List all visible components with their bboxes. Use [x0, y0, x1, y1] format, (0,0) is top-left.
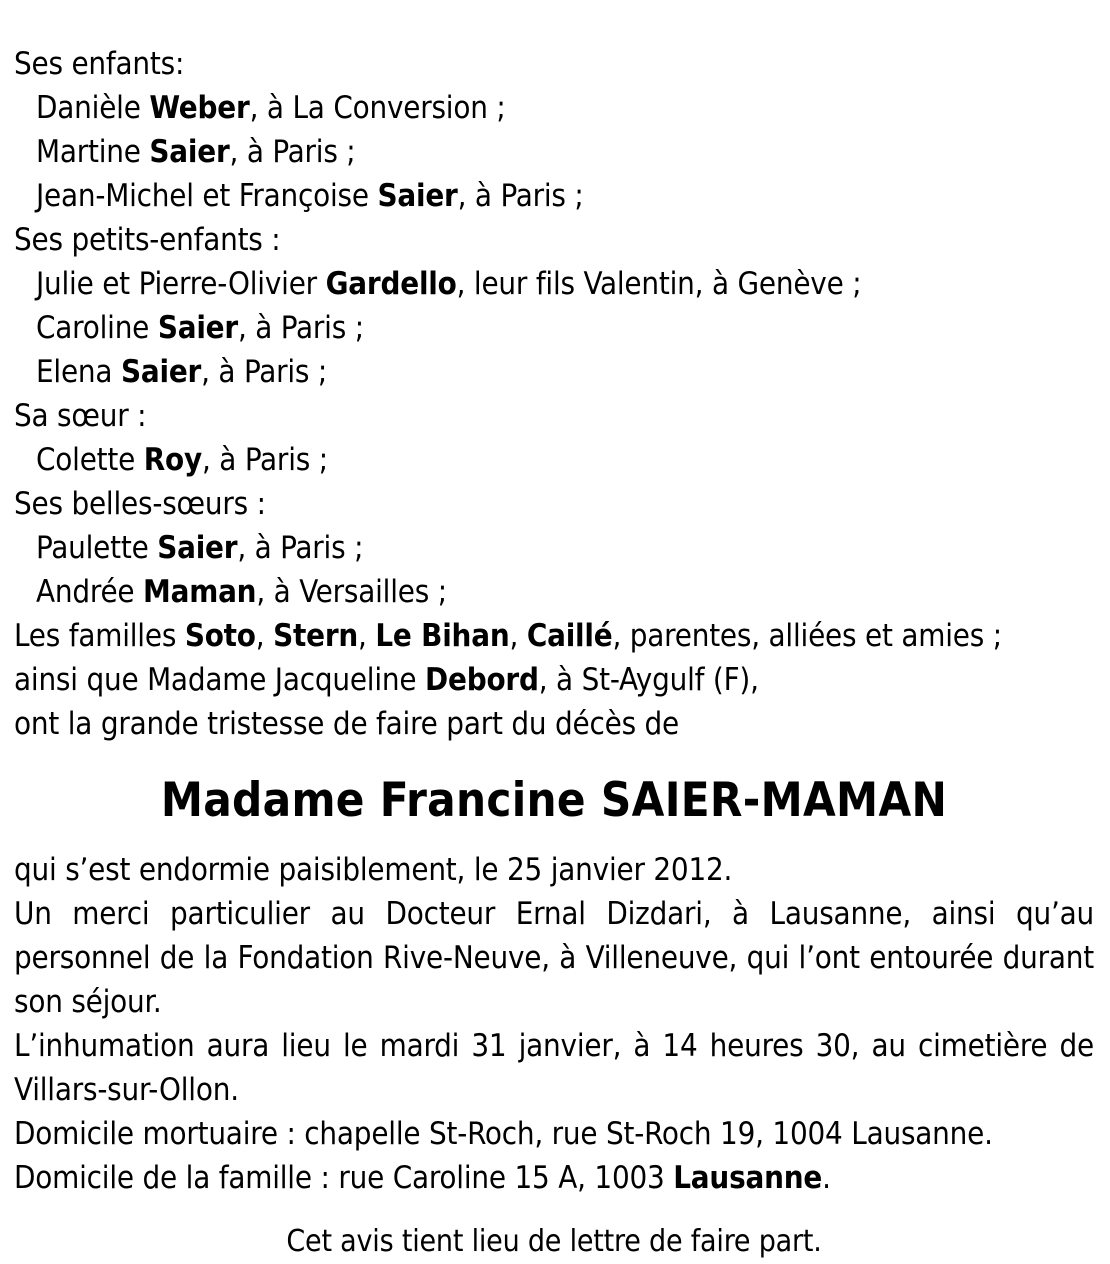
thanks-paragraph: Un merci particulier au Docteur Ernal Dizdari, à Lausanne, ainsi qu’au personnel de la Fondation Rive-Neuve, à Villeneuve, qui l’ont entourée durant son séjour. [14, 896, 1094, 1020]
sister-surname: Roy [143, 442, 202, 478]
family-surname: Soto [184, 618, 256, 654]
sister-in-law-name-prefix: Andrée [36, 574, 144, 610]
grandchild-entry [14, 350, 1094, 394]
sister-location: , à Paris ; [201, 442, 328, 478]
deceased-name: Madame Francine SAIER-MAMAN [160, 773, 948, 828]
child-location: , à La Conversion ; [249, 90, 506, 126]
family-surname: Le Bihan [375, 618, 510, 654]
family-surname: Caillé [526, 618, 613, 654]
sister-in-law-entry [14, 526, 1094, 570]
grandchild-surname: Saier [120, 354, 202, 390]
families-separator: , [358, 618, 376, 654]
children-heading: Ses enfants: [14, 46, 185, 82]
grandchild-name-prefix: Elena [36, 354, 121, 390]
grandchild-surname: Gardello [325, 266, 457, 302]
child-surname: Saier [377, 178, 458, 214]
child-location: , à Paris ; [457, 178, 584, 214]
family-address-suffix: . [822, 1160, 831, 1196]
sister-in-law-location: , à Paris ; [237, 530, 364, 566]
grandchild-entry [14, 262, 1094, 306]
closing-note: Cet avis tient lieu de lettre de faire part. [286, 1224, 822, 1259]
sister-heading: Sa sœur : [14, 398, 147, 434]
additional-mourner-line [14, 658, 1094, 702]
sister-in-law-surname: Maman [143, 574, 257, 610]
grandchild-location: , leur fils Valentin, à Genève ; [456, 266, 862, 302]
child-name-prefix: Jean-Michel et Françoise [36, 178, 378, 214]
family-address-prefix: Domicile de la famille : rue Caroline 15 A, 1003 [14, 1160, 674, 1196]
announcement-line: ont la grande tristesse de faire part du décès de [14, 706, 680, 742]
child-location: , à Paris ; [229, 134, 356, 170]
additional-mourner-location: , à St-Aygulf (F), [538, 662, 759, 698]
families-suffix: , parentes, alliées et amies ; [612, 618, 1002, 654]
grandchildren-heading: Ses petits-enfants : [14, 222, 281, 258]
child-surname: Weber [149, 90, 250, 126]
sister-entry [14, 438, 1094, 482]
child-name-prefix: Martine [36, 134, 150, 170]
child-surname: Saier [149, 134, 230, 170]
additional-mourner-surname: Debord [425, 662, 539, 698]
child-name-prefix: Danièle [36, 90, 150, 126]
sisters-in-law-heading: Ses belles-sœurs : [14, 486, 266, 522]
grandchild-location: , à Paris ; [237, 310, 364, 346]
grandchild-entry [14, 306, 1094, 350]
families-prefix: Les familles [14, 618, 185, 654]
additional-mourner-prefix: ainsi que Madame Jacqueline [14, 662, 426, 698]
sister-in-law-name-prefix: Paulette [36, 530, 158, 566]
family-address [14, 1156, 1094, 1200]
family-address-city: Lausanne [673, 1160, 823, 1196]
sister-in-law-surname: Saier [157, 530, 238, 566]
sister-name-prefix: Colette [36, 442, 144, 478]
families-line [14, 614, 1094, 658]
child-entry [14, 174, 1094, 218]
families-separator: , [255, 618, 274, 654]
sister-in-law-entry [14, 570, 1094, 614]
grandchild-name-prefix: Caroline [36, 310, 158, 346]
grandchild-location: , à Paris ; [201, 354, 328, 390]
child-entry [14, 86, 1094, 130]
grandchild-surname: Saier [157, 310, 238, 346]
grandchild-name-prefix: Julie et Pierre-Olivier [36, 266, 326, 302]
burial-details: L’inhumation aura lieu le mardi 31 janvier, à 14 heures 30, au cimetière de Villars-sur-Ollon. [14, 1028, 1094, 1108]
sister-in-law-location: , à Versailles ; [256, 574, 447, 610]
families-separator: , [509, 618, 527, 654]
passing-statement: qui s’est endormie paisiblement, le 25 janvier 2012. [14, 852, 733, 888]
family-surname: Stern [273, 618, 359, 654]
mortuary-address: Domicile mortuaire : chapelle St-Roch, rue St-Roch 19, 1004 Lausanne. [14, 1116, 993, 1152]
child-entry [14, 130, 1094, 174]
